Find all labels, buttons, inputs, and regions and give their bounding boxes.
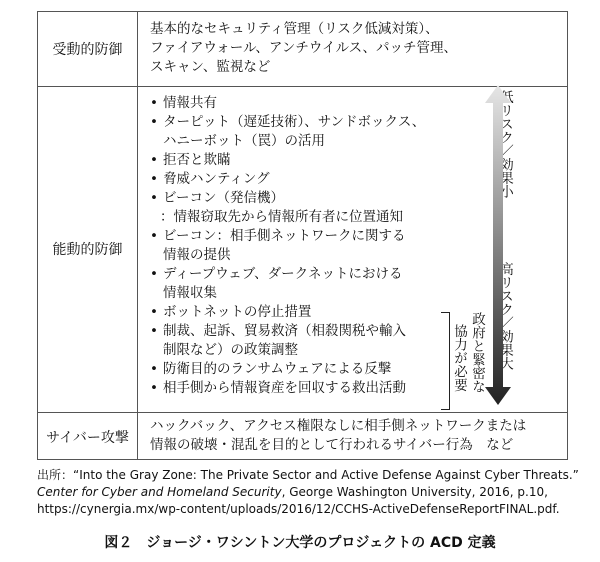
list-item: • 制裁、起訴、貿易救済（相殺関税や輸入	[150, 322, 559, 341]
table-row-cyberattack	[38, 412, 567, 461]
row-header-cyberattack: サイバー攻撃	[46, 429, 129, 446]
list-item: • 脅威ハンティング	[150, 170, 559, 189]
source-line-1: 出所：“Into the Gray Zone: The Private Sector and Active Defense Against Cyber Threats.”	[37, 468, 579, 482]
risk-scale-arrow	[483, 85, 513, 405]
list-item: • ボットネットの停止措置	[150, 303, 559, 322]
scale-label-low: 低リスク／効果小	[497, 90, 513, 198]
list-item-continuation: ：情報窃取先から情報所有者に位置通知	[160, 209, 403, 225]
row-header-active: 能動的防御	[52, 242, 123, 258]
bracket-note-line1: 政府と緊密な	[469, 312, 485, 393]
text-line: 基本的なセキュリティ管理（リスク低減対策）、	[150, 21, 439, 37]
text-line: スキャン、監視など	[150, 59, 271, 75]
cyberattack-description	[150, 417, 559, 455]
passive-defense-description	[150, 20, 559, 77]
bracket-note-line2: 協力が必要	[451, 324, 467, 392]
list-item: • ビーコン（発信機）	[150, 189, 559, 208]
list-item: • 情報共有	[150, 94, 559, 113]
list-item: • ビーコン：相手側ネットワークに関する	[150, 227, 559, 246]
source-line-3: https://cynergia.mx/wp-content/uploads/2016/12/CCHS-ActiveDefenseReportFINAL.pdf.	[37, 502, 560, 516]
figure-caption: 図２ ジョージ・ワシントン大学のプロジェクトの ACD 定義	[104, 535, 496, 551]
row-header-passive: 受動的防御	[52, 42, 123, 58]
list-item: • 防衛目的のランサムウェアによる反撃	[150, 360, 559, 379]
text-line: ファイアウォール、アンチウイルス、パッチ管理、	[150, 40, 457, 56]
list-item: • 相手側から情報資産を回収する救出活動	[150, 379, 559, 398]
list-item-continuation: 情報の提供	[163, 247, 231, 263]
list-item-continuation: 情報収集	[163, 285, 217, 301]
table-row-passive	[38, 12, 567, 87]
source-line-2: Center for Cyber and Homeland Security, George Washington University, 2016, p.10,	[37, 485, 548, 499]
list-item-continuation: ハニーボット（罠）の活用	[163, 133, 325, 149]
list-item: • ターピット（遅延技術）、サンドボックス、	[150, 113, 559, 132]
list-item: • 拒否と欺瞞	[150, 151, 559, 170]
list-item-continuation: 制限など）の政策調整	[163, 342, 298, 358]
text-line: 情報の破壊・混乱を目的として行われるサイバー行為 など	[150, 437, 514, 453]
scale-label-high: 高リスク／効果大	[497, 262, 513, 370]
list-item: • ディープウェブ、ダークネットにおける	[150, 265, 559, 284]
bracket	[441, 312, 450, 410]
text-line: ハックバック、アクセス権限なしに相手側ネットワークまたは	[150, 418, 527, 434]
